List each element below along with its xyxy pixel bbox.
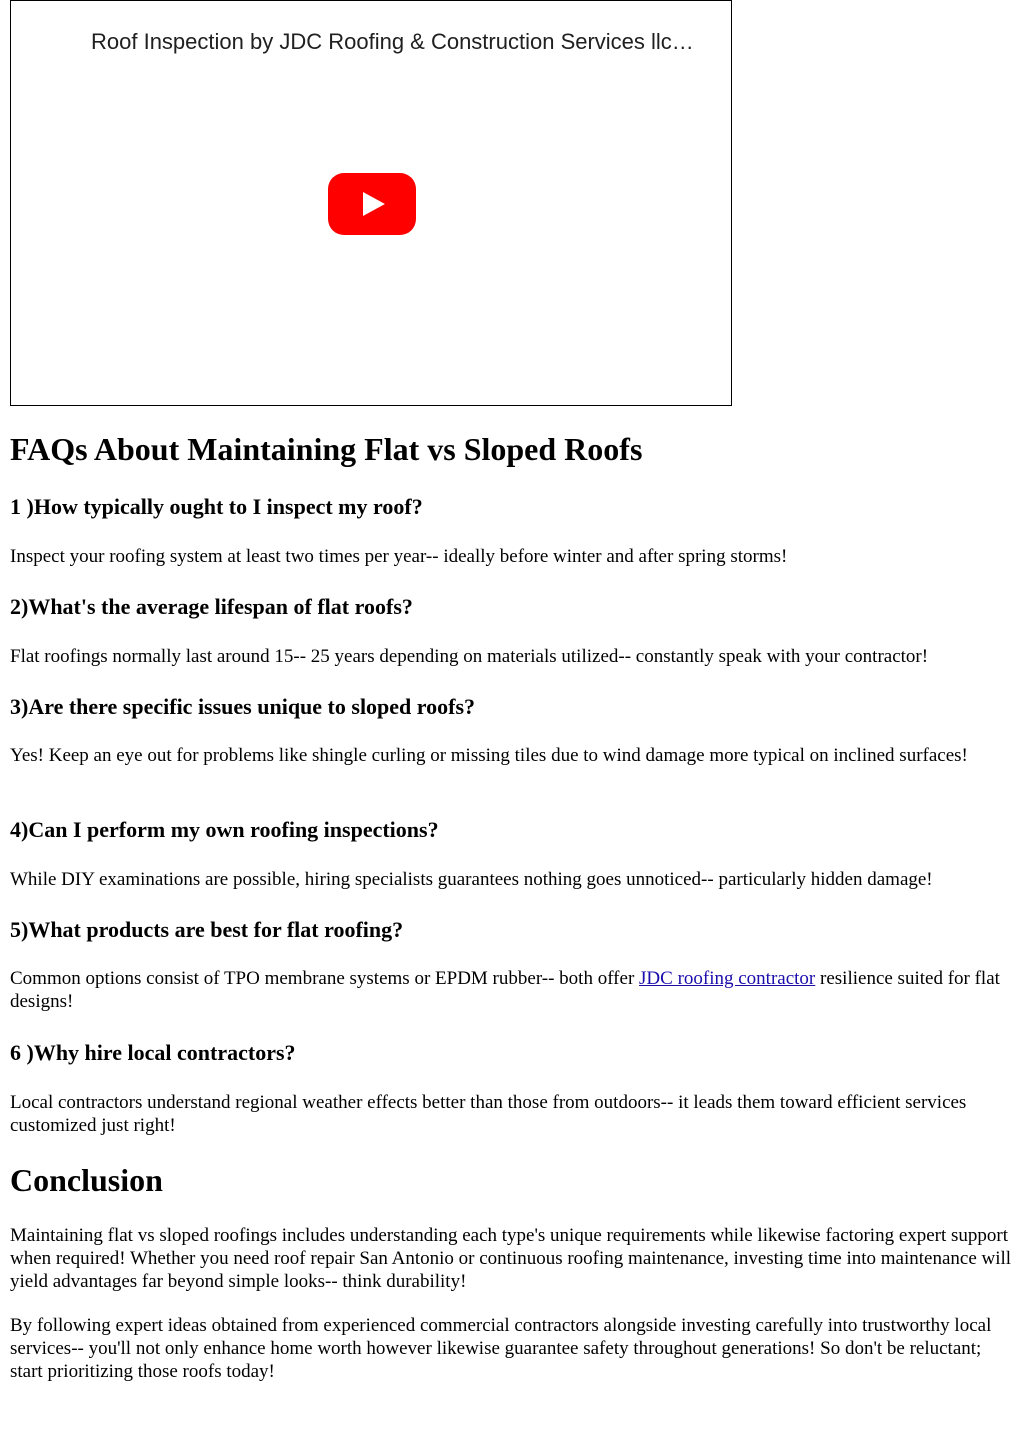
video-embed[interactable] <box>10 0 732 406</box>
faq-answer: Inspect your roofing system at least two times per year-- ideally before winter and after spring storms! <box>10 546 788 567</box>
faq-answer <box>10 967 1014 1013</box>
faq-question: 5)What products are best for flat roofing? <box>10 917 404 942</box>
conclusion-paragraph: Maintaining flat vs sloped roofings includes understanding each type's unique requirements while likewise factoring expert support when required! Whether you need roof repair San Antonio or continuous roofing maintenance, investing time into maintenance will yield advantages far beyond simple looks-- think durability! <box>10 1225 1012 1292</box>
conclusion-paragraph: By following expert ideas obtained from experienced commercial contractors alongside investing carefully into trustworthy local services-- you'll not only enhance home worth however likewise guarantee safety throughout generations! So don't be reluctant; start prioritizing those roofs today! <box>10 1315 992 1382</box>
video-title[interactable]: Roof Inspection by JDC Roofing & Construction Services llc… <box>91 29 694 54</box>
faq-answer-text: Common options consist of TPO membrane systems or EPDM rubber-- both offer <box>10 968 640 989</box>
faq-answer: Flat roofings normally last around 15-- 25 years depending on materials utilized-- constantly speak with your contractor! <box>10 646 929 667</box>
faq-answer: Yes! Keep an eye out for problems like shingle curling or missing tiles due to wind damage more typical on inclined surfaces! <box>10 745 968 766</box>
youtube-play-icon[interactable] <box>328 173 416 235</box>
faq-heading: FAQs About Maintaining Flat vs Sloped Roofs <box>10 431 643 467</box>
conclusion-heading: Conclusion <box>10 1162 163 1198</box>
faq-question: 1 )How typically ought to I inspect my roof? <box>10 494 423 519</box>
faq-answer: While DIY examinations are possible, hiring specialists guarantees nothing goes unnoticed-- particularly hidden damage! <box>10 869 933 890</box>
faq-answer: Local contractors understand regional weather effects better than those from outdoors-- it leads them toward efficient services customized just right! <box>10 1092 967 1136</box>
faq-question: 6 )Why hire local contractors? <box>10 1040 296 1065</box>
faq-answer-text: resilience suited for flat designs! <box>10 968 1000 1012</box>
faq-question: 3)Are there specific issues unique to sloped roofs? <box>10 694 476 719</box>
jdc-roofing-contractor-link[interactable]: JDC roofing contractor <box>639 968 816 989</box>
faq-question: 2)What's the average lifespan of flat roofs? <box>10 594 413 619</box>
faq-question: 4)Can I perform my own roofing inspections? <box>10 817 439 842</box>
